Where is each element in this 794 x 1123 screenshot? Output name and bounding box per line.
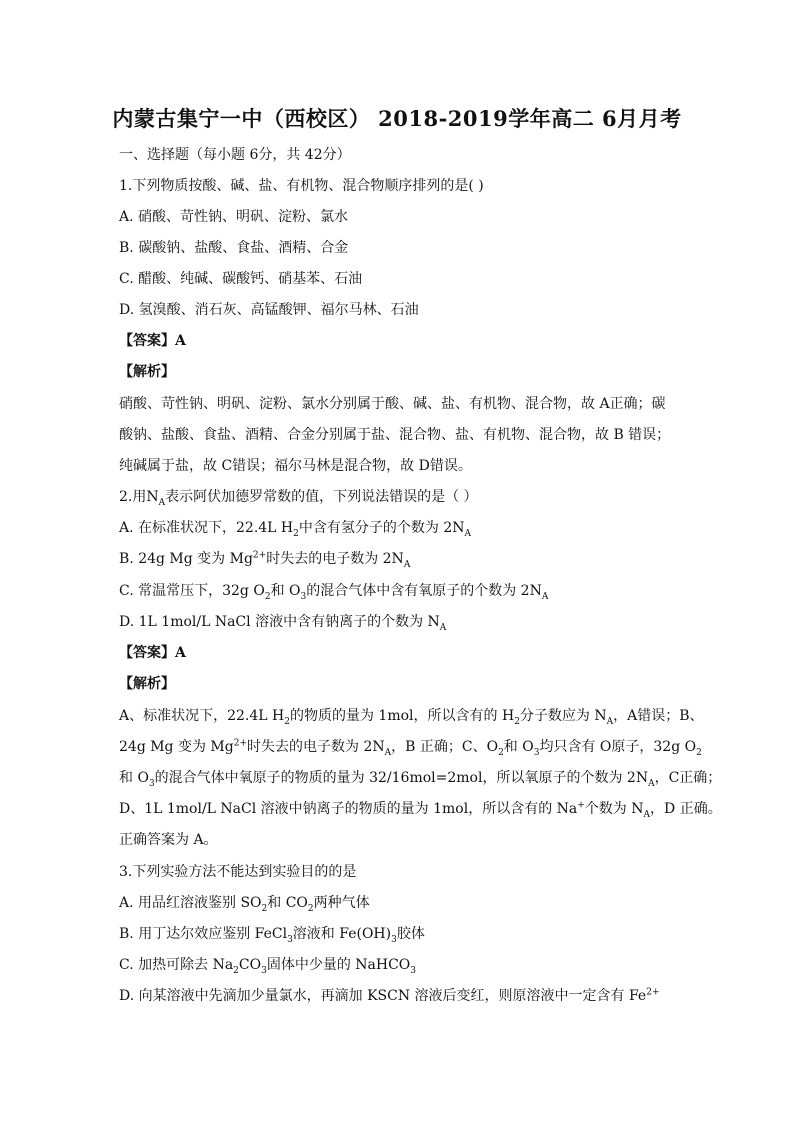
q2-analysis-line-1: A、标准状况下，22.4L $H_2$的物质的量为 1mol，所以含有的 $H_2$分子数应为 $N_A$，A错误；B、 (119, 708, 704, 727)
q1-analysis-line-2: 酸钠、盐酸、食盐、酒精、合金分别属于盐、混合物、盐、有机物、混合物，故 B 错误； (119, 427, 671, 443)
q3-option-d: D. 向某溶液中先滴加少量氯水，再滴加 KSCN 溶液后变红，则原溶液中一定含有 $Fe^{2+}$ (119, 987, 660, 1004)
q2-analysis-line-5: 正确答案为 A。 (119, 832, 218, 848)
section-heading: 一、选择题（每小题 6分，共 42分） (119, 147, 351, 163)
q2-answer: 【答案】A (119, 645, 186, 661)
q1-stem: 1.下列物质按酸、碱、盐、有机物、混合物顺序排列的是( ) (119, 178, 484, 194)
q2-option-c: C. 常温常压下，32g $O_2$和 $O_3$的混合气体中含有氧原子的个数为 $2N_A$ (119, 583, 549, 602)
q3-option-a: A. 用品红溶液鉴别 $SO_2$和 $CO_2$两种气体 (119, 895, 370, 914)
q1-answer: 【答案】A (119, 333, 186, 349)
q1-analysis-label: 【解析】 (119, 364, 175, 380)
q1-option-c: C. 醋酸、纯碱、碳酸钙、硝基苯、石油 (119, 271, 363, 287)
q1-analysis-line-1: 硝酸、苛性钠、明矾、淀粉、氯水分别属于酸、碱、盐、有机物、混合物，故 A正确；碳 (119, 396, 666, 412)
q2-option-d: D. 1L 1mol/L NaCl 溶液中含有钠离子的个数为 $N_A$ (119, 614, 447, 633)
q2-analysis-line-4: D、1L 1mol/L NaCl 溶液中钠离子的物质的量为 1mol，所以含有的 Na+个数为 $N_A$，D 正确。 (119, 800, 722, 820)
q2-analysis-line-3: 和 $O_3$的混合气体中氧原子的物质的量为 32/16mol=2mol，所以氧原子的个数为 $2N_A$，C正确； (119, 770, 722, 789)
q3-stem: 3.下列实验方法不能达到实验目的的是 (119, 864, 357, 880)
q2-option-b: B. 24g Mg 变为 $Mg^{2+}$时失去的电子数为 $2N_A$ (119, 550, 411, 570)
q2-option-a: A. 在标准状况下，22.4L $H_2$中含有氢分子的个数为 $2N_A$ (119, 520, 471, 539)
q1-option-d: D. 氢溴酸、消石灰、高锰酸钾、福尔马林、石油 (119, 302, 419, 318)
page-title: 内蒙古集宁一中（西校区） 2018-2019学年高二 6月月考 (112, 106, 682, 131)
q1-analysis-line-3: 纯碱属于盐，故 C错误；福尔马林是混合物，故 D错误。 (119, 458, 472, 474)
q2-analysis-line-2: 24g Mg 变为 $Mg^{2+}$时失去的电子数为 $2N_A$，B 正确；C、$O_2$和 $O_3$均只含有 O原子，32g $O_2$ (119, 738, 702, 758)
q2-analysis-label: 【解析】 (119, 676, 175, 692)
q3-option-c: C. 加热可除去 $Na_2CO_3$固体中少量的 NaHCO$_3$ (119, 957, 417, 976)
q3-option-b: B. 用丁达尔效应鉴别 FeCl$_3$溶液和 $Fe(OH)_3$胶体 (119, 926, 425, 945)
q2-stem: 2.用$N_A$表示阿伏加德罗常数的值，下列说法错误的是（ ） (119, 489, 478, 508)
q1-option-a: A. 硝酸、苛性钠、明矾、淀粉、氯水 (119, 209, 349, 225)
q1-option-b: B. 碳酸钠、盐酸、食盐、酒精、合金 (119, 240, 349, 256)
